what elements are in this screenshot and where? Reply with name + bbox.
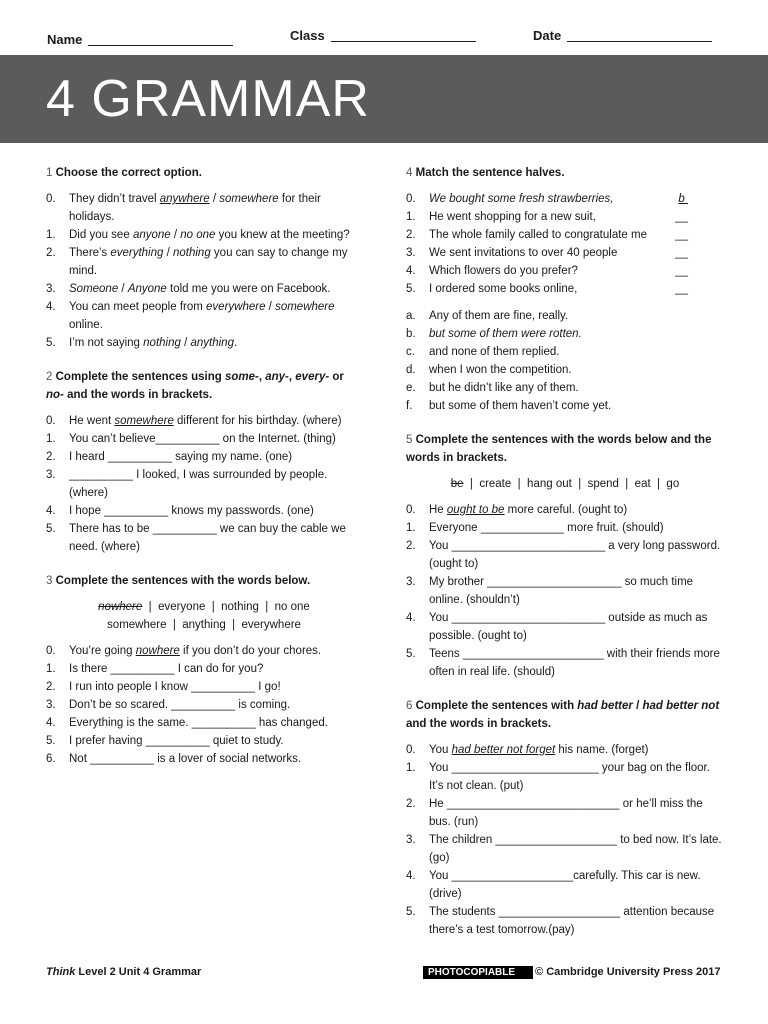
item-text: but some of them haven’t come yet. [429, 400, 612, 412]
exercise-2 [46, 368, 362, 556]
exercise-2-title: 2 Complete the sentences using some-, any-, every- or no- and the words in brackets. [46, 371, 344, 401]
item-number: 0. [46, 415, 56, 427]
item-text: You’re going nowhere if you don’t do your chores. [69, 645, 322, 657]
copyright-text: © Cambridge University Press 2017 [535, 966, 721, 978]
item-number: 3. [406, 247, 416, 259]
item-number: 2. [406, 229, 416, 241]
footer-unit: Level 2 Unit 4 Grammar [75, 966, 202, 978]
item-text: I ordered some books online, [429, 283, 578, 295]
item-number: 5. [406, 906, 416, 918]
answer-blank[interactable]: __ [675, 283, 688, 295]
item-text: They didn’t travel anywhere / somewhere for their holidays. [69, 193, 321, 223]
item-text: but some of them were rotten. [429, 328, 582, 340]
name-field[interactable] [47, 32, 233, 47]
item-text: You ___________________carefully. This car is new. (drive) [429, 870, 701, 900]
item-text: Someone / Anyone told me you were on Facebook. [69, 283, 331, 295]
item-text: You ________________________ a very long password. (ought to) [429, 540, 721, 570]
item-number: 0. [46, 193, 56, 205]
name-label: Name [47, 32, 83, 47]
item-number: 5. [46, 523, 56, 535]
item-number: 5. [46, 337, 56, 349]
item-text: He ought to be more careful. (ought to) [429, 504, 628, 516]
item-text: He went somewhere different for his birthday. (where) [69, 415, 342, 427]
item-number: 4. [46, 505, 56, 517]
item-text: Teens ______________________ with their friends more often in real life. (should) [429, 648, 720, 678]
question-item[interactable] [406, 519, 724, 537]
item-number: 0. [46, 645, 56, 657]
item-text: I prefer having __________ quiet to study. [69, 735, 284, 747]
answer-blank[interactable]: __ [675, 247, 688, 259]
item-number: 1. [46, 433, 56, 445]
question-item[interactable] [406, 537, 724, 573]
question-item[interactable] [406, 226, 724, 244]
question-item[interactable] [406, 903, 724, 939]
left-column [46, 164, 362, 782]
question-item[interactable] [406, 759, 724, 795]
exercise-1-title: 1 Choose the correct option. [46, 167, 202, 179]
question-item[interactable] [46, 412, 362, 430]
item-text: Any of them are fine, really. [429, 310, 569, 322]
exercise-3-title: 3 Complete the sentences with the words below. [46, 575, 311, 587]
item-text: Everything is the same. __________ has changed. [69, 717, 328, 729]
item-number: 4. [406, 265, 416, 277]
item-number: 2. [46, 681, 56, 693]
item-text: The whole family called to congratulate me [429, 229, 647, 241]
footer-copyright [423, 966, 720, 978]
item-text: and none of them replied. [429, 346, 560, 358]
question-item[interactable] [406, 573, 724, 609]
match-option[interactable] [406, 307, 724, 325]
match-option[interactable] [406, 361, 724, 379]
item-text: You ________________________ outside as much as possible. (ought to) [429, 612, 708, 642]
item-number: 2. [46, 451, 56, 463]
answer-blank[interactable]: __ [675, 265, 688, 277]
item-number: 6. [46, 753, 56, 765]
question-item[interactable] [46, 714, 362, 732]
footer-course-info [46, 966, 201, 978]
question-item[interactable] [46, 660, 362, 678]
item-number: 3. [46, 699, 56, 711]
item-text: Everyone _____________ more fruit. (should) [429, 522, 664, 534]
answer-blank[interactable]: __ [675, 229, 688, 241]
item-number: 4. [406, 612, 416, 624]
match-option[interactable] [406, 343, 724, 361]
item-text: The students ___________________ attention because there’s a test tomorrow.(pay) [429, 906, 715, 936]
date-line[interactable] [567, 29, 712, 42]
item-text: The children ___________________ to bed now. It’s late. (go) [429, 834, 722, 864]
title-banner [0, 55, 768, 143]
question-item[interactable] [406, 262, 724, 280]
question-item[interactable] [46, 750, 362, 768]
item-text: You had better not forget his name. (forget) [429, 744, 649, 756]
question-item[interactable] [46, 298, 362, 334]
item-number: 5. [406, 283, 416, 295]
question-item[interactable] [46, 696, 362, 714]
question-item[interactable] [406, 501, 724, 519]
question-item[interactable] [406, 280, 724, 298]
exercise-6-title: 6 Complete the sentences with had better / had better not and the words in brackets. [406, 700, 720, 730]
question-item[interactable] [46, 430, 362, 448]
item-text: My brother _____________________ so much time online. (shouldn’t) [429, 576, 694, 606]
item-number: 4. [46, 301, 56, 313]
question-item[interactable] [46, 520, 362, 556]
item-number: 4. [406, 870, 416, 882]
item-number: c. [406, 346, 415, 358]
question-item[interactable] [46, 642, 362, 660]
question-item[interactable] [406, 867, 724, 903]
match-option[interactable] [406, 397, 724, 415]
item-number: d. [406, 364, 416, 376]
item-text: Not __________ is a lover of social networks. [69, 753, 302, 765]
page-title: 4 GRAMMAR [46, 70, 370, 128]
item-text: You _______________________ your bag on the floor. It’s not clean. (put) [429, 762, 710, 792]
item-text: We sent invitations to over 40 people [429, 247, 618, 259]
item-number: 0. [406, 193, 416, 205]
match-option[interactable] [406, 325, 724, 343]
question-item[interactable] [406, 609, 724, 645]
item-text: He ___________________________ or he’ll miss the bus. (run) [429, 798, 703, 828]
date-field[interactable] [533, 28, 712, 43]
item-number: 1. [46, 663, 56, 675]
item-text: when I won the competition. [429, 364, 572, 376]
exercise-6 [406, 697, 724, 939]
question-item[interactable] [46, 334, 362, 352]
item-text: You can meet people from everywhere / somewhere online. [69, 301, 335, 331]
item-number: f. [406, 400, 413, 412]
exercise-3 [46, 572, 362, 768]
question-item[interactable] [406, 795, 724, 831]
item-text: Don’t be so scared. __________ is coming. [69, 699, 291, 711]
class-label: Class [290, 28, 325, 43]
date-label: Date [533, 28, 562, 43]
brand-name: Think [46, 966, 76, 978]
class-line[interactable] [331, 29, 476, 42]
item-number: 1. [406, 211, 416, 223]
question-item[interactable] [406, 244, 724, 262]
item-number: 3. [406, 576, 416, 588]
item-number: 2. [406, 540, 416, 552]
name-line[interactable] [88, 33, 233, 46]
item-number: 1. [406, 762, 416, 774]
item-text: I’m not saying nothing / anything. [69, 337, 238, 349]
item-text: He went shopping for a new suit, [429, 211, 596, 223]
exercise-5 [406, 431, 724, 681]
item-number: 5. [406, 648, 416, 660]
photocopiable-badge: PHOTOCOPIABLE [423, 966, 533, 979]
item-text: but he didn’t like any of them. [429, 382, 579, 394]
item-text: I run into people I know __________ I go! [69, 681, 281, 693]
exercise-4-title: 4 Match the sentence halves. [406, 167, 565, 179]
item-text: You can’t believe__________ on the Internet. (thing) [69, 433, 336, 445]
item-text: Is there __________ I can do for you? [69, 663, 264, 675]
match-option[interactable] [406, 379, 724, 397]
question-item[interactable] [46, 190, 362, 226]
answer-blank[interactable]: b [678, 193, 685, 205]
item-text: We bought some fresh strawberries, [429, 193, 614, 205]
word-bank: nowhere | everyone | nothing | no one somewhere | anything | everywhere [98, 601, 310, 631]
question-item[interactable] [406, 741, 724, 759]
word-bank: be | create | hang out | spend | eat | go [450, 478, 680, 490]
class-field[interactable] [290, 28, 476, 43]
question-item[interactable] [406, 831, 724, 867]
item-number: a. [406, 310, 416, 322]
item-number: 4. [46, 717, 56, 729]
question-item[interactable] [406, 208, 724, 226]
question-item[interactable] [46, 226, 362, 244]
item-number: 5. [46, 735, 56, 747]
item-number: 2. [406, 798, 416, 810]
item-number: b. [406, 328, 416, 340]
item-number: 3. [46, 469, 56, 481]
answer-blank[interactable]: __ [675, 211, 688, 223]
item-number: 3. [406, 834, 416, 846]
right-column [406, 164, 724, 953]
question-item[interactable] [46, 678, 362, 696]
exercise-4 [406, 164, 724, 415]
exercise-5-title: 5 Complete the sentences with the words below and the words in brackets. [406, 434, 712, 464]
question-item[interactable] [46, 448, 362, 466]
item-text: There’s everything / nothing you can say to change my mind. [69, 247, 348, 277]
item-text: I heard __________ saying my name. (one) [69, 451, 293, 463]
item-text: Which flowers do you prefer? [429, 265, 578, 277]
item-number: 2. [46, 247, 56, 259]
item-number: 0. [406, 744, 416, 756]
question-item[interactable] [406, 645, 724, 681]
item-number: 3. [46, 283, 56, 295]
question-item[interactable] [46, 732, 362, 750]
student-info-header [0, 28, 768, 52]
question-item[interactable] [46, 280, 362, 298]
question-item[interactable] [46, 502, 362, 520]
item-number: 1. [406, 522, 416, 534]
question-item[interactable] [46, 244, 362, 280]
item-number: 1. [46, 229, 56, 241]
exercise-1 [46, 164, 362, 352]
item-text: I hope __________ knows my passwords. (one) [69, 505, 314, 517]
item-text: There has to be __________ we can buy the cable we need. (where) [69, 523, 346, 553]
item-text: __________ I looked, I was surrounded by people. (where) [69, 469, 328, 499]
question-item[interactable] [406, 190, 724, 208]
item-number: e. [406, 382, 416, 394]
item-number: 0. [406, 504, 416, 516]
item-text: Did you see anyone / no one you knew at the meeting? [69, 229, 350, 241]
question-item[interactable] [46, 466, 362, 502]
